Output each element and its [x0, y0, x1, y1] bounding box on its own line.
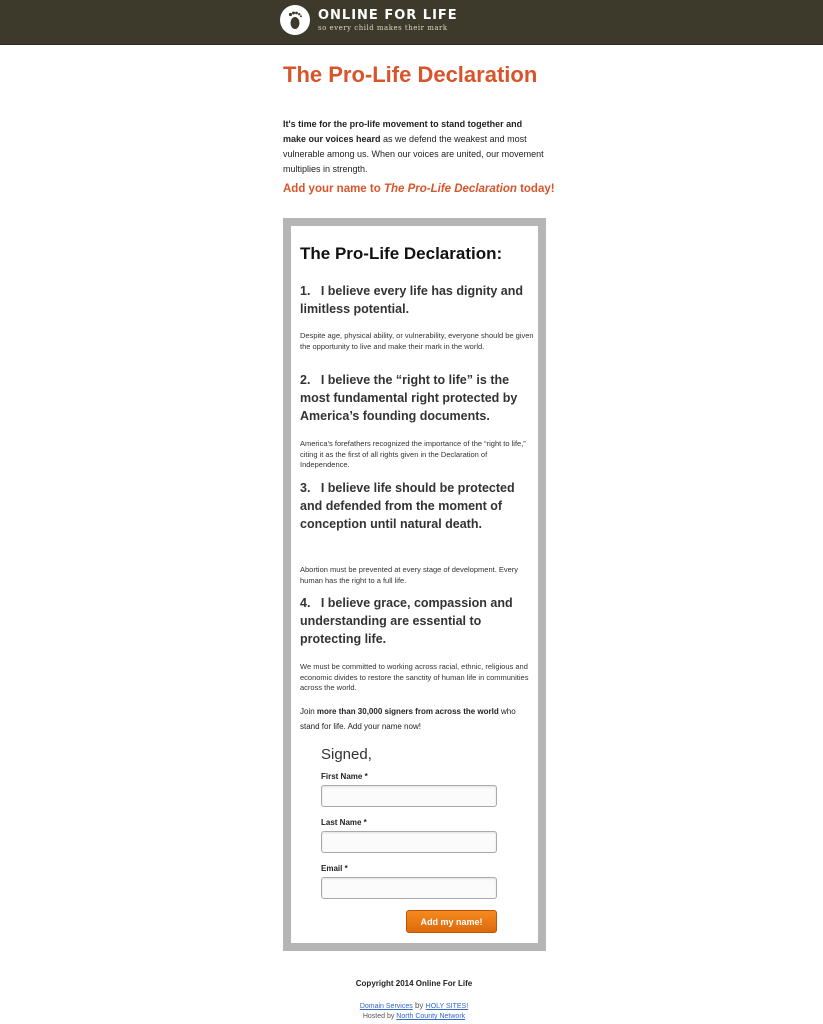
join-text [300, 704, 536, 734]
holy-sites-link[interactable]: HOLY SITES! [425, 1003, 469, 1010]
email-label: Email * [321, 864, 348, 873]
declaration-title: The Pro-Life Declaration: [300, 244, 503, 263]
add-my-name-button[interactable]: Add my name! [406, 910, 497, 933]
footer-by: by [412, 1001, 426, 1010]
domain-services-link[interactable]: Domain Services [359, 1003, 413, 1010]
cta-emphasis: The Pro-Life Declaration [383, 183, 517, 195]
belief-1-heading: 1. I believe every life has dignity and limitless potential. [300, 284, 524, 316]
footer-copyright: Copyright 2014 Online For Life [355, 979, 473, 988]
last-name-label: Last Name * [321, 818, 367, 827]
logo-tagline: so every child makes their mark [318, 23, 448, 32]
first-name-label: First Name * [321, 772, 368, 781]
page-title: The Pro-Life Declaration [283, 62, 538, 87]
email-input[interactable] [321, 877, 497, 899]
belief-2-heading: 2. I believe the “right to life” is the most fundamental right protected by America’s founding documents. [300, 373, 518, 423]
last-name-input[interactable] [321, 831, 497, 853]
call-to-action [283, 183, 563, 195]
belief-4-description: We must be committed to working across racial, ethnic, religious and economic divides to restore the sanctity of human life in communities across the world. [300, 662, 529, 692]
intro-bold: It's time for the pro-life movement to stand together and make our voices heard [283, 119, 523, 144]
hosted-by-text: Hosted by [362, 1013, 397, 1020]
cta-prefix: Add your name to [283, 183, 384, 195]
site-logo[interactable] [280, 5, 458, 35]
logo-name: ONLINE FOR LIFE [318, 7, 458, 23]
signed-label: Signed, [321, 746, 372, 763]
join-suffix: who stand for life. Add your name now! [300, 707, 516, 731]
intro-paragraph [283, 117, 545, 177]
first-name-input[interactable] [321, 785, 497, 807]
belief-1-description: Despite age, physical ability, or vulnerability, everyone should be given the opportunity to live and make their mark in the world. [300, 331, 534, 351]
join-bold: more than 30,000 signers from across the world [316, 707, 499, 716]
belief-2-description: America’s forefathers recognized the importance of the “right to life,” citing it as the first of all rights given in the Declaration of Independence. [300, 439, 526, 469]
footer-links [283, 1001, 545, 1022]
logo-text [318, 8, 458, 33]
belief-3-description: Abortion must be prevented at every stage of development. Every human has the right to a full life. [300, 565, 519, 585]
declaration-box [283, 218, 546, 951]
north-county-network-link[interactable]: North County Network [396, 1013, 466, 1020]
belief-4-heading: 4. I believe grace, compassion and understanding are essential to protecting life. [300, 596, 513, 646]
belief-3-heading: 3. I believe life should be protected and defended from the moment of conception until natural death. [300, 481, 515, 531]
footprint-icon [280, 5, 310, 35]
cta-suffix: today! [516, 183, 555, 195]
site-header [0, 0, 823, 45]
intro-rest: as we defend the weakest and most vulnerable among us. When our voices are united, our movement multiplies in strength. [283, 134, 544, 174]
join-prefix: Join [300, 707, 317, 716]
